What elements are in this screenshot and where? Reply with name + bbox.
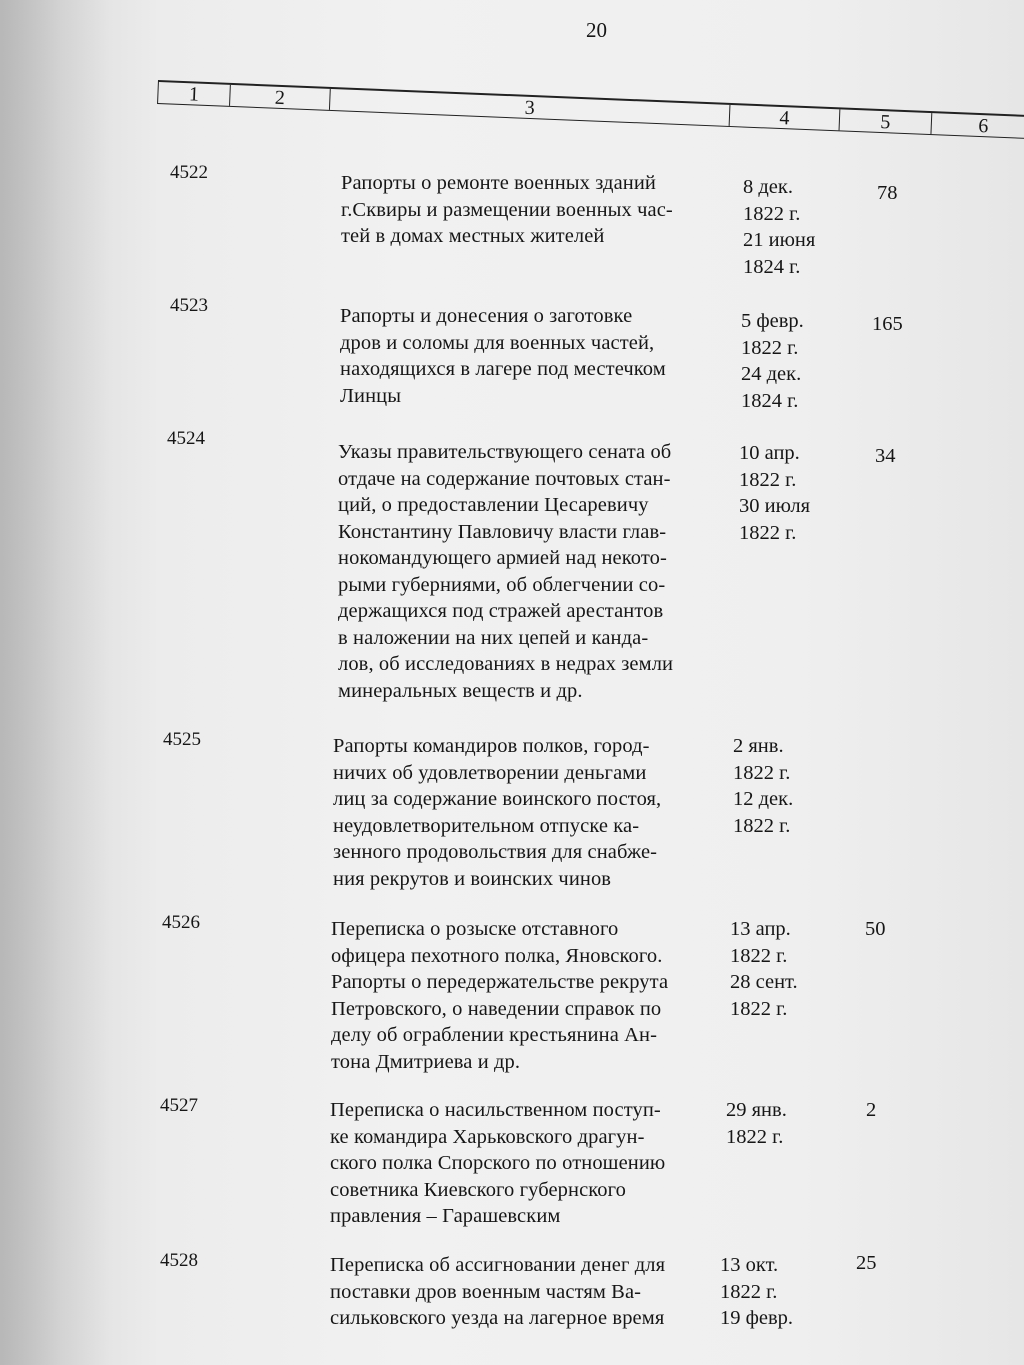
entry-sheets: 165 bbox=[872, 313, 903, 335]
entry-dates: 5 февр. 1822 г. 24 дек. 1824 г. bbox=[741, 310, 804, 412]
entry-description: Рапорты и донесения о заготовке дров и соломы для военных частей, находящихся в лагере под местечком Линцы bbox=[340, 305, 666, 407]
entry-description: Рапорты о ремонте военных зданий г.Сквиры и размещении военных час- тей в домах местных жителей bbox=[341, 172, 673, 247]
column-header-1: 1 bbox=[158, 82, 231, 106]
entry-sheets: 2 bbox=[866, 1099, 877, 1121]
entry-number: 4525 bbox=[163, 729, 201, 750]
column-header-3: 3 bbox=[330, 89, 731, 126]
entry-dates: 10 апр. 1822 г. 30 июля 1822 г. bbox=[739, 442, 811, 544]
entry-dates: 29 янв. 1822 г. bbox=[726, 1099, 787, 1148]
entry-description: Указы правительствующего сената об отдаче на содержание почтовых стан- ций, о предоставлении Цесаревичу Константину Павловичу власти глав- нокомандующего армией над некото- рыми губерниями, об облегчении со- держащихся под стражей арестантов в наложении на них цепей и канда- лов, об исследованиях в недрах земли минеральных веществ и др. bbox=[338, 441, 674, 702]
column-header-4: 4 bbox=[730, 105, 841, 130]
entry-number: 4526 bbox=[162, 912, 200, 933]
entry-dates: 8 дек. 1822 г. 21 июня 1824 г. bbox=[743, 176, 816, 278]
entry-description: Переписка о насильственном поступ- ке командира Харьковского драгун- ского полка Спорского по отношению советника Киевского губернского правления – Гарашевским bbox=[330, 1099, 666, 1227]
entry-dates: 13 апр. 1822 г. 28 сент. 1822 г. bbox=[730, 918, 798, 1020]
entry-description: Переписка об ассигновании денег для поставки дров военным частям Ва- сильковского уезда на лагерное время bbox=[330, 1254, 666, 1329]
entry-dates: 13 окт. 1822 г. 19 февр. bbox=[720, 1254, 794, 1329]
page-number: 20 bbox=[586, 18, 607, 42]
entry-description: Рапорты командиров полков, город- ничих об удовлетворении деньгами лиц за содержание воинского постоя, неудовлетворительном отпуске ка- зенного продовольствия для снабже- ния рекрутов и воинских чинов bbox=[333, 735, 662, 890]
column-header-5: 5 bbox=[840, 109, 933, 134]
column-header-6: 6 bbox=[977, 114, 989, 138]
entry-description: Переписка о розыске отставного офицера пехотного полка, Яновского. Рапорты о передержательстве рекрута Петровского, о наведении справок по делу об ограблении крестьянина Ан- тона Дмитриева и др. bbox=[331, 918, 669, 1073]
column-header-2: 2 bbox=[230, 85, 331, 110]
entry-number: 4524 bbox=[167, 428, 205, 449]
entry-sheets: 34 bbox=[875, 445, 896, 467]
entry-number: 4528 bbox=[160, 1250, 198, 1271]
entry-sheets: 25 bbox=[856, 1252, 877, 1274]
entry-dates: 2 янв. 1822 г. 12 дек. 1822 г. bbox=[733, 735, 794, 837]
entry-number: 4527 bbox=[160, 1095, 198, 1116]
entry-number: 4522 bbox=[170, 162, 208, 183]
entry-number: 4523 bbox=[170, 295, 208, 316]
entry-sheets: 50 bbox=[865, 918, 886, 940]
entry-sheets: 78 bbox=[877, 182, 898, 204]
